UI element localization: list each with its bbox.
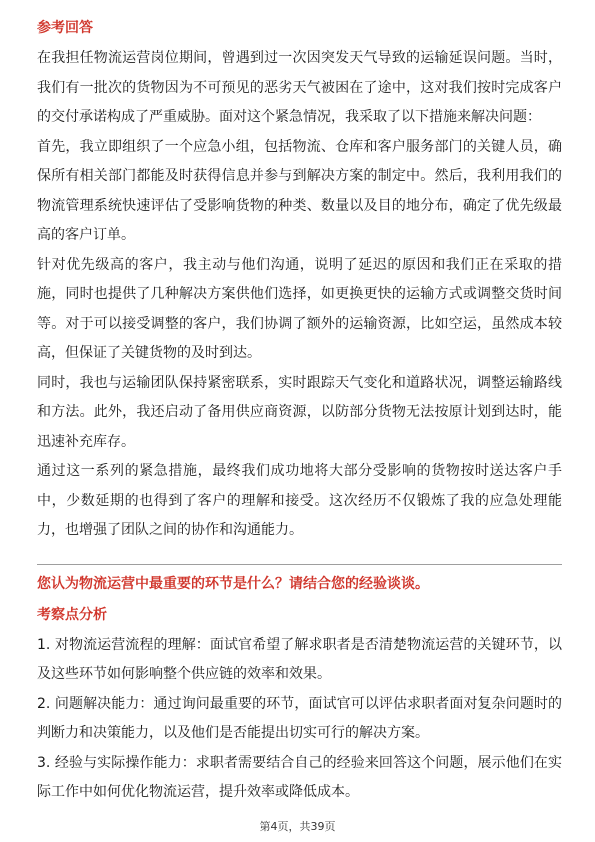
reference-answer-heading: 参考回答 [37, 20, 93, 36]
answer-paragraph-2: 首先，我立即组织了一个应急小组，包括物流、仓库和客户服务部门的关键人员，确保所有相关部门都能及时获得信息并参与到解决方案的制定中。然后，我利用我们的物流管理系统快速评估了受影响货物的种类、数量以及目的地分布，确定了优先级最高的客户订单。 [37, 138, 562, 243]
analysis-heading: 考察点分析 [37, 606, 107, 623]
answer-paragraph-4: 同时，我也与运输团队保持紧密联系，实时跟踪天气变化和道路状况，调整运输路线和方法。此外，我还启动了备用供应商资源，以防部分货物无法按原计划到达时，能迅速补充库存。 [37, 374, 562, 450]
analysis-point-2: 2. 问题解决能力：通过询问最重要的环节，面试官可以评估求职者面对复杂问题时的判断力和决策能力，以及他们是否能提出切实可行的解决方案。 [37, 695, 562, 741]
answer-paragraph-3: 针对优先级高的客户，我主动与他们沟通，说明了延迟的原因和我们正在采取的措施，同时也提供了几种解决方案供他们选择，如更换更快的运输方式或调整交货时间等。对于可以接受调整的客户，我们协调了额外的运输资源，比如空运，虽然成本较高，但保证了关键货物的及时到达。 [37, 256, 562, 361]
analysis-point-3: 3. 经验与实际操作能力：求职者需要结合自己的经验来回答这个问题，展示他们在实际工作中如何优化物流运营，提升效率或降低成本。 [37, 754, 562, 800]
analysis-point-1: 1. 对物流运营流程的理解：面试官希望了解求职者是否清楚物流运营的关键环节，以及这些环节如何影响整个供应链的效率和效果。 [37, 636, 562, 682]
interview-question: 您认为物流运营中最重要的环节是什么？请结合您的经验谈谈。 [37, 575, 429, 592]
answer-paragraph-5: 通过这一系列的紧急措施，最终我们成功地将大部分受影响的货物按时送达客户手中，少数延期的也得到了客户的理解和接受。这次经历不仅锻炼了我的应急处理能力，也增强了团队之间的协作和沟通能力。 [37, 463, 562, 538]
page-number-footer: 第4页，共39页 [259, 820, 336, 833]
document-page [37, 18, 562, 808]
section-divider [37, 564, 562, 565]
answer-paragraph-1: 在我担任物流运营岗位期间，曾遇到过一次因突发天气导致的运输延误问题。当时，我们有一批次的货物因为不可预见的恶劣天气被困在了途中，这对我们按时完成客户的交付承诺构成了严重威胁。面对这个紧急情况，我采取了以下措施来解决问题： [37, 50, 562, 125]
